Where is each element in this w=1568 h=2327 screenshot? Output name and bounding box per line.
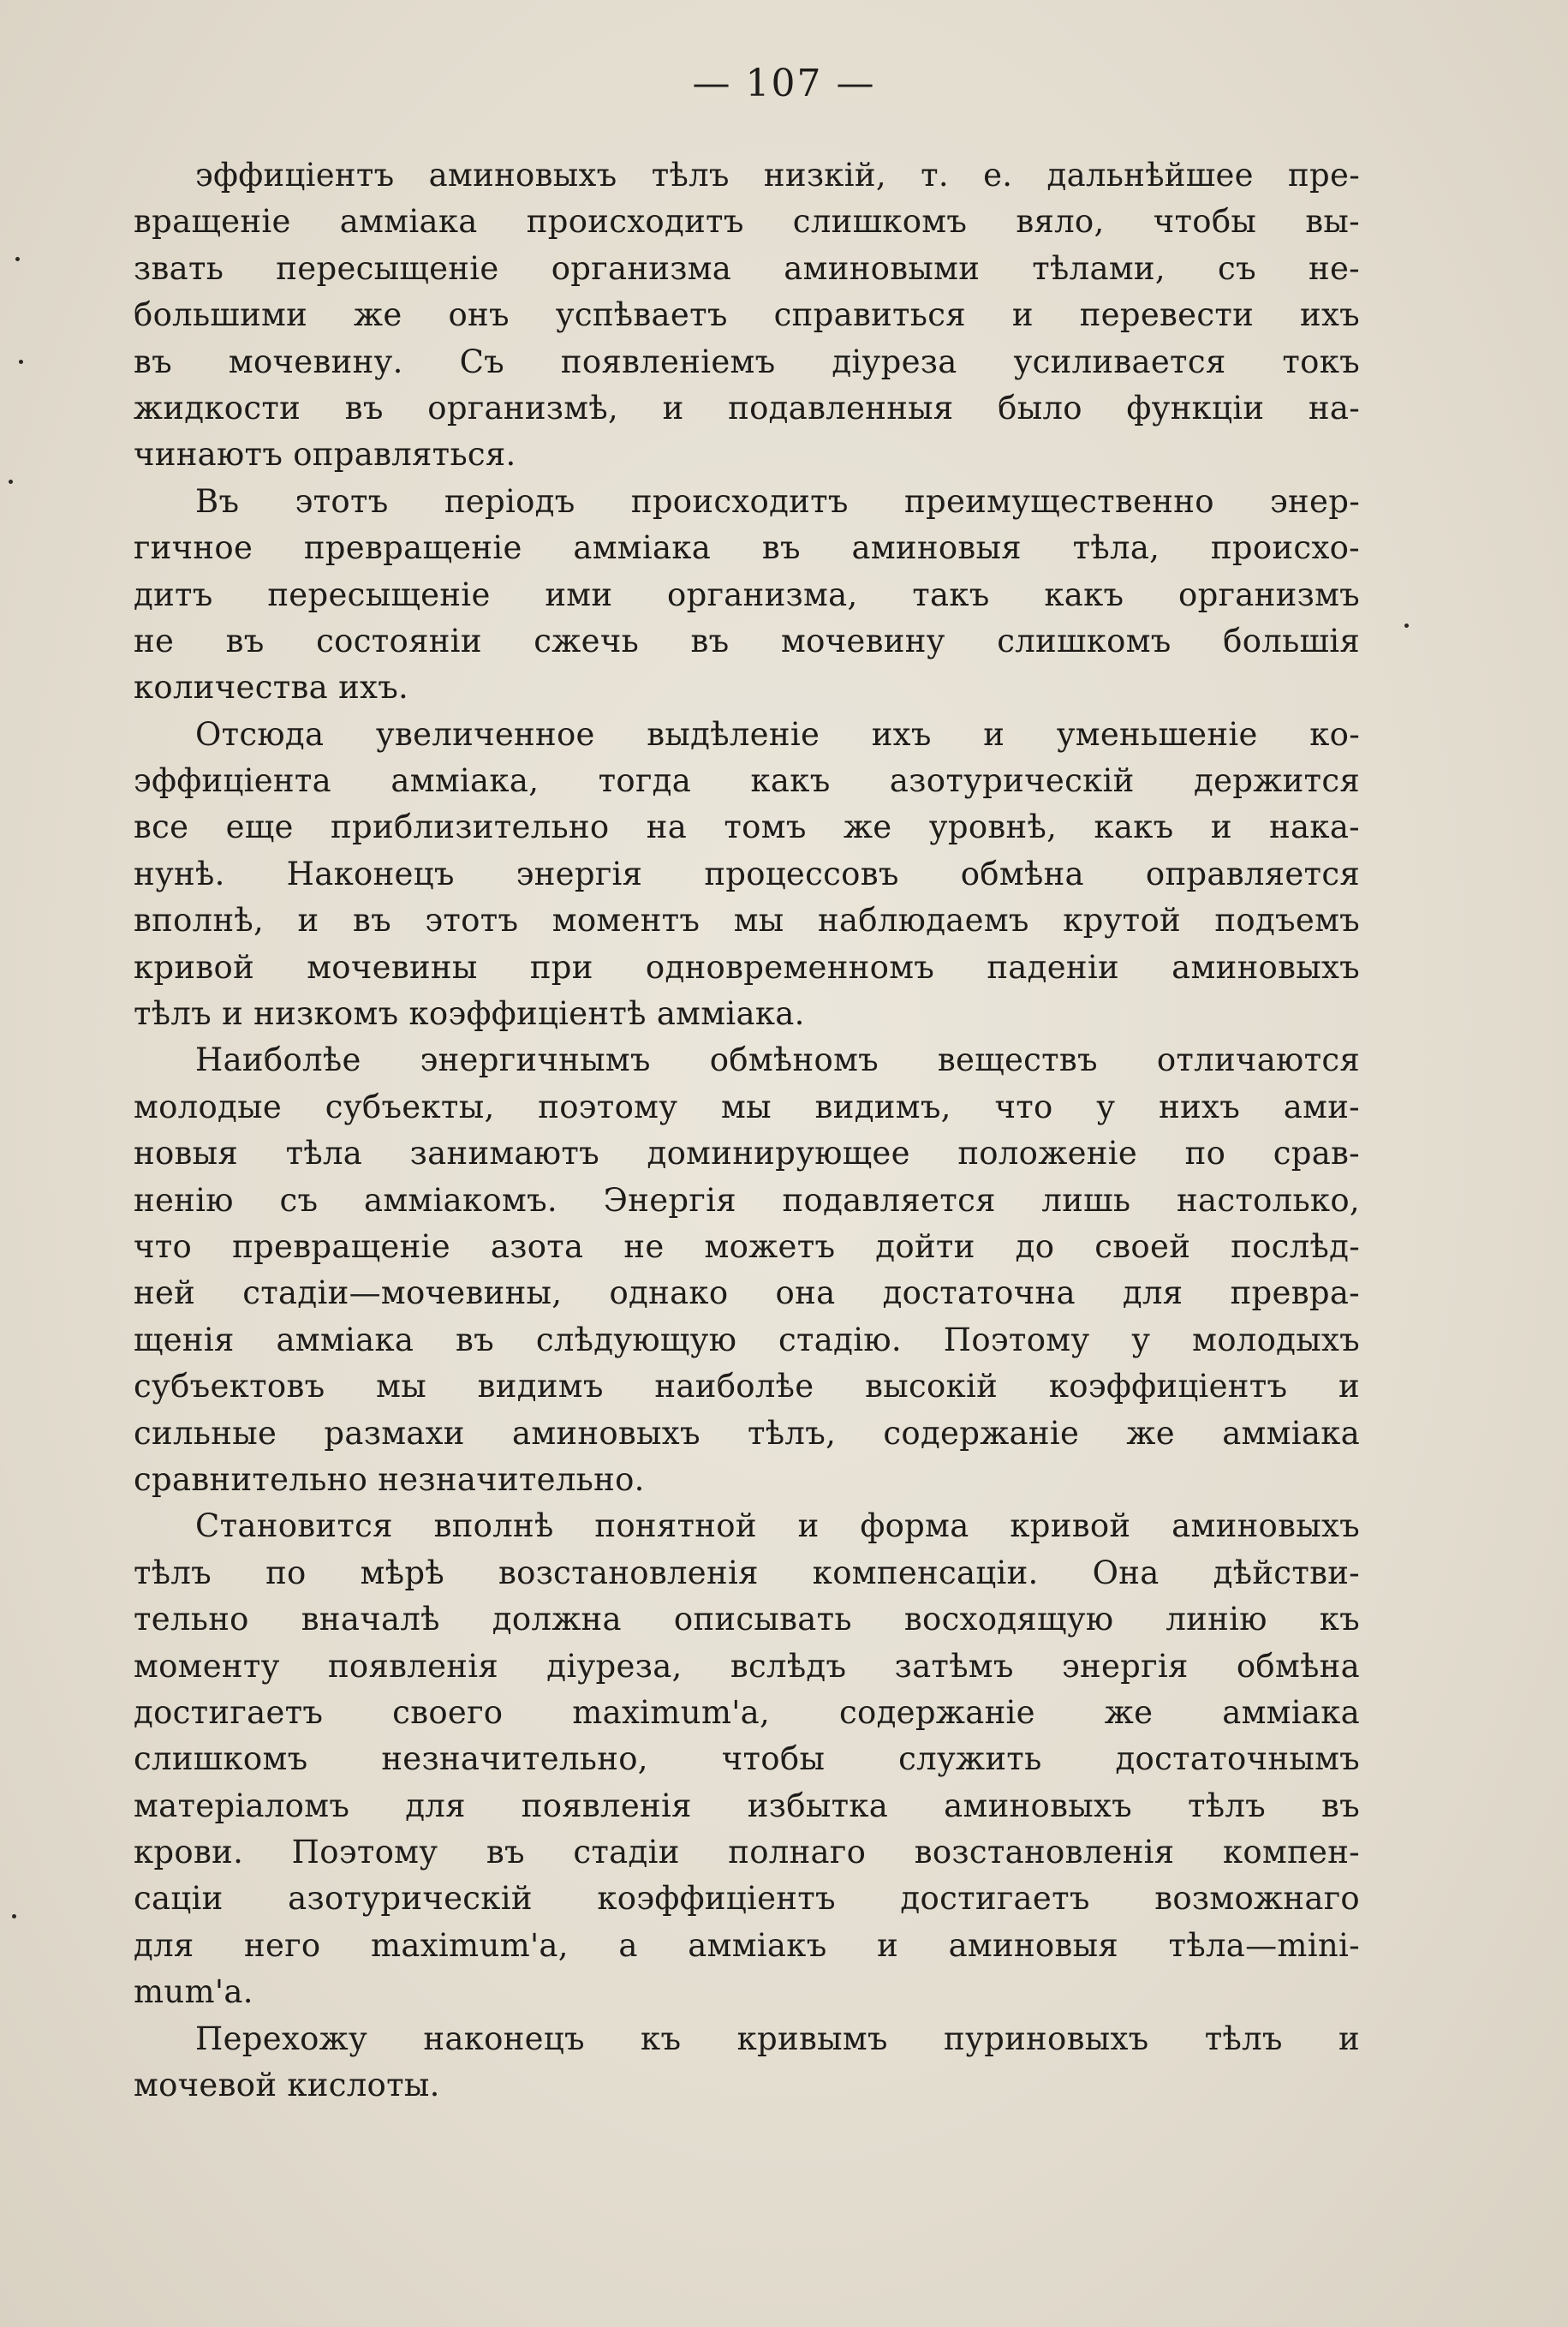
text-line: большими же онъ успѣваетъ справиться и перевести ихъ xyxy=(134,296,1360,334)
text-line: нунѣ. Наконецъ энергія процессовъ обмѣна оправляется xyxy=(134,855,1360,892)
text-line: mum'a. xyxy=(134,1973,253,2011)
print-speck xyxy=(19,360,23,364)
text-line: количества ихъ. xyxy=(134,669,409,707)
text-line: чинаютъ оправляться. xyxy=(134,436,516,474)
text-line: Отсюда увеличенное выдѣленіе ихъ и уменьшеніе ко- xyxy=(195,715,1360,753)
text-line: сильные размахи аминовыхъ тѣлъ, содержаніе же амміака xyxy=(134,1414,1360,1452)
text-line: вращеніе амміака происходитъ слишкомъ вяло, чтобы вы- xyxy=(134,203,1360,241)
text-line: Въ этотъ періодъ происходитъ преимущественно энер- xyxy=(195,482,1360,520)
text-line: молодые субъекты, поэтому мы видимъ, что у нихъ ами- xyxy=(134,1088,1360,1125)
text-line: саціи азотурическій коэффиціентъ достигаетъ возможнаго xyxy=(134,1880,1360,1918)
text-line: сравнительно незначительно. xyxy=(134,1460,645,1498)
text-line: ненію съ амміакомъ. Энергія подавляется лишь настолько, xyxy=(134,1181,1360,1219)
text-line: щенія амміака въ слѣдующую стадію. Поэтому у молодыхъ xyxy=(134,1321,1360,1358)
paragraph xyxy=(134,1503,1360,2015)
text-line: матеріаломъ для появленія избытка аминовыхъ тѣлъ въ xyxy=(134,1787,1360,1824)
text-line: въ мочевину. Съ появленіемъ діуреза усиливается токъ xyxy=(134,343,1360,380)
text-body xyxy=(134,152,1360,2109)
text-line: не въ состояніи сжечь въ мочевину слишкомъ большія xyxy=(134,622,1360,659)
print-speck xyxy=(9,480,13,484)
text-line: гичное превращеніе амміака въ аминовыя тѣла, происхо- xyxy=(134,529,1360,567)
text-line: Становится вполнѣ понятной и форма кривой аминовыхъ xyxy=(195,1507,1360,1545)
text-line: крови. Поэтому въ стадіи полнаго возстановленія компен- xyxy=(134,1834,1360,1871)
text-line: тельно вначалѣ должна описывать восходящую линію къ xyxy=(134,1601,1360,1638)
text-line: эффиціентъ аминовыхъ тѣлъ низкій, т. е. дальнѣйшее пре- xyxy=(195,157,1360,194)
text-line: эффиціента амміака, тогда какъ азотурическій держится xyxy=(134,762,1360,800)
text-line: субъектовъ мы видимъ наиболѣе высокій коэффиціентъ и xyxy=(134,1368,1360,1405)
paragraph xyxy=(134,152,1360,479)
text-line: вполнѣ, и въ этотъ моментъ мы наблюдаемъ крутой подъемъ xyxy=(134,902,1360,940)
print-speck xyxy=(15,257,20,261)
text-line: новыя тѣла занимаютъ доминирующее положеніе по срав- xyxy=(134,1135,1360,1172)
paragraph xyxy=(134,2016,1360,2109)
text-line: звать пересыщеніе организма аминовыми тѣлами, съ не- xyxy=(134,249,1360,287)
text-line: для него maximum'a, а амміакъ и аминовыя тѣла—mini- xyxy=(134,1926,1360,1964)
paragraph xyxy=(134,1037,1360,1503)
text-line: все еще приблизительно на томъ же уровнѣ, какъ и нака- xyxy=(134,808,1360,846)
text-line: достигаетъ своего maximum'a, содержаніе же амміака xyxy=(134,1693,1360,1731)
text-line: мочевой кислоты. xyxy=(134,2067,440,2104)
text-line: дитъ пересыщеніе ими организма, такъ какъ организмъ xyxy=(134,576,1360,613)
paragraph xyxy=(134,479,1360,712)
paragraph xyxy=(134,712,1360,1038)
text-line: слишкомъ незначительно, чтобы служить достаточнымъ xyxy=(134,1740,1360,1778)
text-line: кривой мочевины при одновременномъ паденіи аминовыхъ xyxy=(134,948,1360,986)
page-number: — 107 — xyxy=(692,62,876,105)
text-line: ней стадіи—мочевины, однако она достаточна для превра- xyxy=(134,1274,1360,1312)
text-line: моменту появленія діуреза, вслѣдъ затѣмъ энергія обмѣна xyxy=(134,1647,1360,1685)
text-line: Перехожу наконецъ къ кривымъ пуриновыхъ тѣлъ и xyxy=(195,2020,1360,2057)
text-line: что превращеніе азота не можетъ дойти до своей послѣд- xyxy=(134,1227,1360,1265)
text-line: тѣлъ по мѣрѣ возстановленія компенсаціи. Она дѣйстви- xyxy=(134,1554,1360,1591)
text-line: Наиболѣе энергичнымъ обмѣномъ веществъ отличаются xyxy=(195,1041,1360,1079)
text-line: жидкости въ организмѣ, и подавленныя было функціи на- xyxy=(134,389,1360,427)
print-speck xyxy=(1404,624,1409,628)
print-speck xyxy=(12,1914,16,1918)
text-line: тѣлъ и низкомъ коэффиціентѣ амміака. xyxy=(134,995,805,1033)
